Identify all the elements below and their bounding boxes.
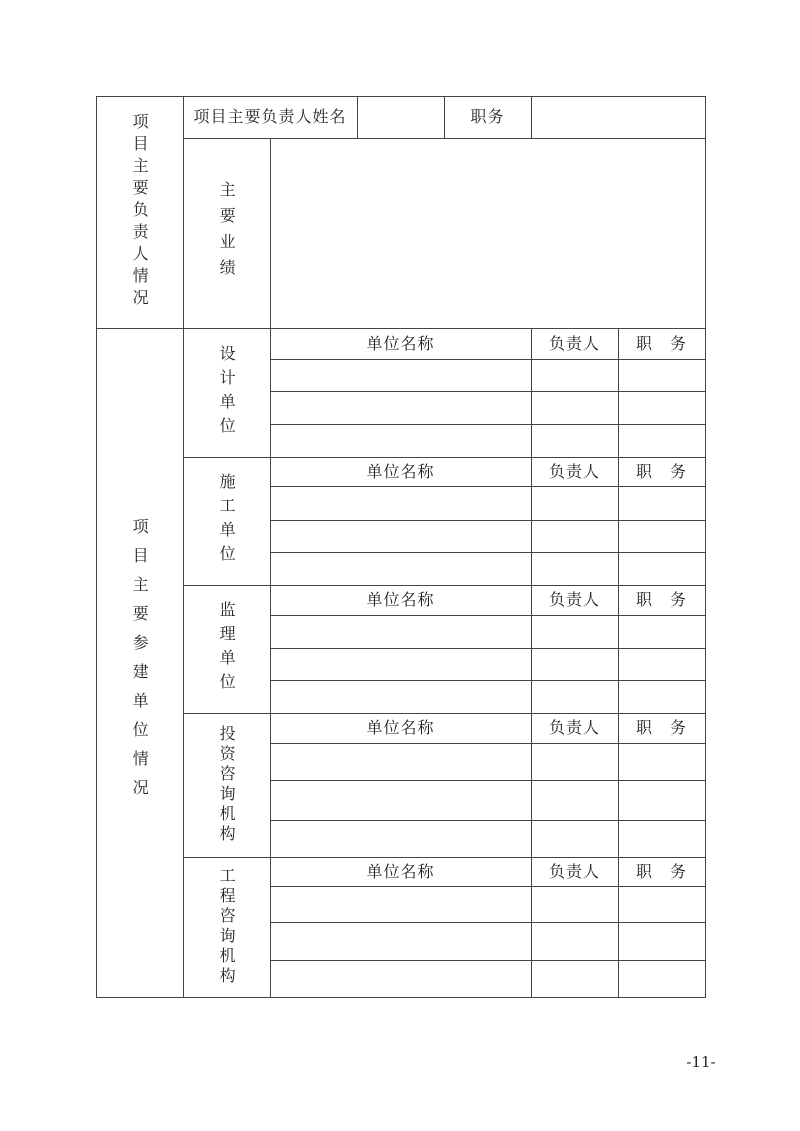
page-number: -11- xyxy=(686,1053,716,1071)
person-in-charge-cell[interactable] xyxy=(531,520,618,552)
unit-name-cell[interactable] xyxy=(270,886,531,922)
header-unit-name: 单位名称 xyxy=(366,461,435,481)
position-cell[interactable] xyxy=(618,780,705,820)
position-cell[interactable] xyxy=(618,743,705,780)
unit-name-cell[interactable] xyxy=(270,922,531,960)
table-border-bottom xyxy=(96,997,706,998)
header-unit-name: 单位名称 xyxy=(366,718,435,737)
achievements-label-text: 主要业绩 xyxy=(217,181,237,285)
person-in-charge-cell[interactable] xyxy=(531,359,618,391)
unit-name-cell[interactable] xyxy=(270,424,531,457)
unit-name-cell[interactable] xyxy=(270,615,531,648)
position-cell[interactable] xyxy=(618,552,705,585)
unit-name-cell[interactable] xyxy=(270,648,531,680)
person-in-charge-cell[interactable] xyxy=(531,922,618,960)
position-cell[interactable] xyxy=(618,960,705,997)
unit-name-cell[interactable] xyxy=(270,552,531,585)
header-position: 职 务 xyxy=(635,861,687,881)
unit-name-cell[interactable] xyxy=(270,486,531,520)
category-label xyxy=(183,328,270,457)
person-in-charge-cell[interactable] xyxy=(531,886,618,922)
table-border-right xyxy=(705,96,706,998)
header-unit-name: 单位名称 xyxy=(366,333,435,353)
unit-name-cell[interactable] xyxy=(270,780,531,820)
unit-name-cell[interactable] xyxy=(270,359,531,391)
position-cell[interactable] xyxy=(618,424,705,457)
person-in-charge-cell[interactable] xyxy=(531,424,618,457)
achievements-label xyxy=(183,138,270,328)
leader-position-field[interactable] xyxy=(531,96,705,138)
position-cell[interactable] xyxy=(618,820,705,857)
leader-name-field[interactable] xyxy=(357,96,444,138)
person-in-charge-cell[interactable] xyxy=(531,615,618,648)
position-cell[interactable] xyxy=(618,648,705,680)
person-in-charge-cell[interactable] xyxy=(531,960,618,997)
person-in-charge-cell[interactable] xyxy=(531,391,618,424)
position-cell[interactable] xyxy=(618,359,705,391)
header-position: 职 务 xyxy=(635,333,687,353)
unit-name-cell[interactable] xyxy=(270,391,531,424)
position-cell[interactable] xyxy=(618,886,705,922)
header-unit-name: 单位名称 xyxy=(366,590,435,609)
leader-section-title xyxy=(96,96,183,328)
unit-name-cell[interactable] xyxy=(270,820,531,857)
category-label xyxy=(183,457,270,585)
unit-name-cell[interactable] xyxy=(270,743,531,780)
person-in-charge-cell[interactable] xyxy=(531,552,618,585)
participant-section-title-text: 项目主要参建单位情况 xyxy=(130,517,150,808)
header-position: 职 务 xyxy=(635,718,687,737)
person-in-charge-cell[interactable] xyxy=(531,648,618,680)
unit-name-cell[interactable] xyxy=(270,680,531,713)
category-label-text: 工程咨询机构 xyxy=(217,867,237,987)
unit-name-cell[interactable] xyxy=(270,520,531,552)
category-label xyxy=(183,585,270,713)
header-position: 职 务 xyxy=(635,461,687,481)
category-label xyxy=(183,713,270,857)
participant-section-title xyxy=(96,328,183,997)
header-position: 职 务 xyxy=(635,590,687,609)
category-label xyxy=(183,857,270,997)
category-label-text: 投资咨询机构 xyxy=(217,725,237,845)
position-cell[interactable] xyxy=(618,922,705,960)
person-in-charge-cell[interactable] xyxy=(531,486,618,520)
header-person-in-charge: 负责人 xyxy=(548,718,600,737)
person-in-charge-cell[interactable] xyxy=(531,743,618,780)
header-person-in-charge: 负责人 xyxy=(548,333,600,353)
achievements-field[interactable] xyxy=(270,138,705,328)
position-cell[interactable] xyxy=(618,520,705,552)
leader-position-label: 职务 xyxy=(470,107,505,126)
unit-name-cell[interactable] xyxy=(270,960,531,997)
position-cell[interactable] xyxy=(618,391,705,424)
header-person-in-charge: 负责人 xyxy=(548,590,600,609)
leader-section-title-text: 项目主要负责人情况 xyxy=(130,113,150,311)
person-in-charge-cell[interactable] xyxy=(531,680,618,713)
header-person-in-charge: 负责人 xyxy=(548,861,600,881)
person-in-charge-cell[interactable] xyxy=(531,820,618,857)
person-in-charge-cell[interactable] xyxy=(531,780,618,820)
leader-name-label: 项目主要负责人姓名 xyxy=(193,107,347,126)
position-cell[interactable] xyxy=(618,486,705,520)
category-label-text: 施工单位 xyxy=(217,473,237,569)
header-person-in-charge: 负责人 xyxy=(548,461,600,481)
position-cell[interactable] xyxy=(618,680,705,713)
position-cell[interactable] xyxy=(618,615,705,648)
header-unit-name: 单位名称 xyxy=(366,861,435,881)
category-label-text: 设计单位 xyxy=(217,344,237,441)
category-label-text: 监理单位 xyxy=(217,601,237,697)
